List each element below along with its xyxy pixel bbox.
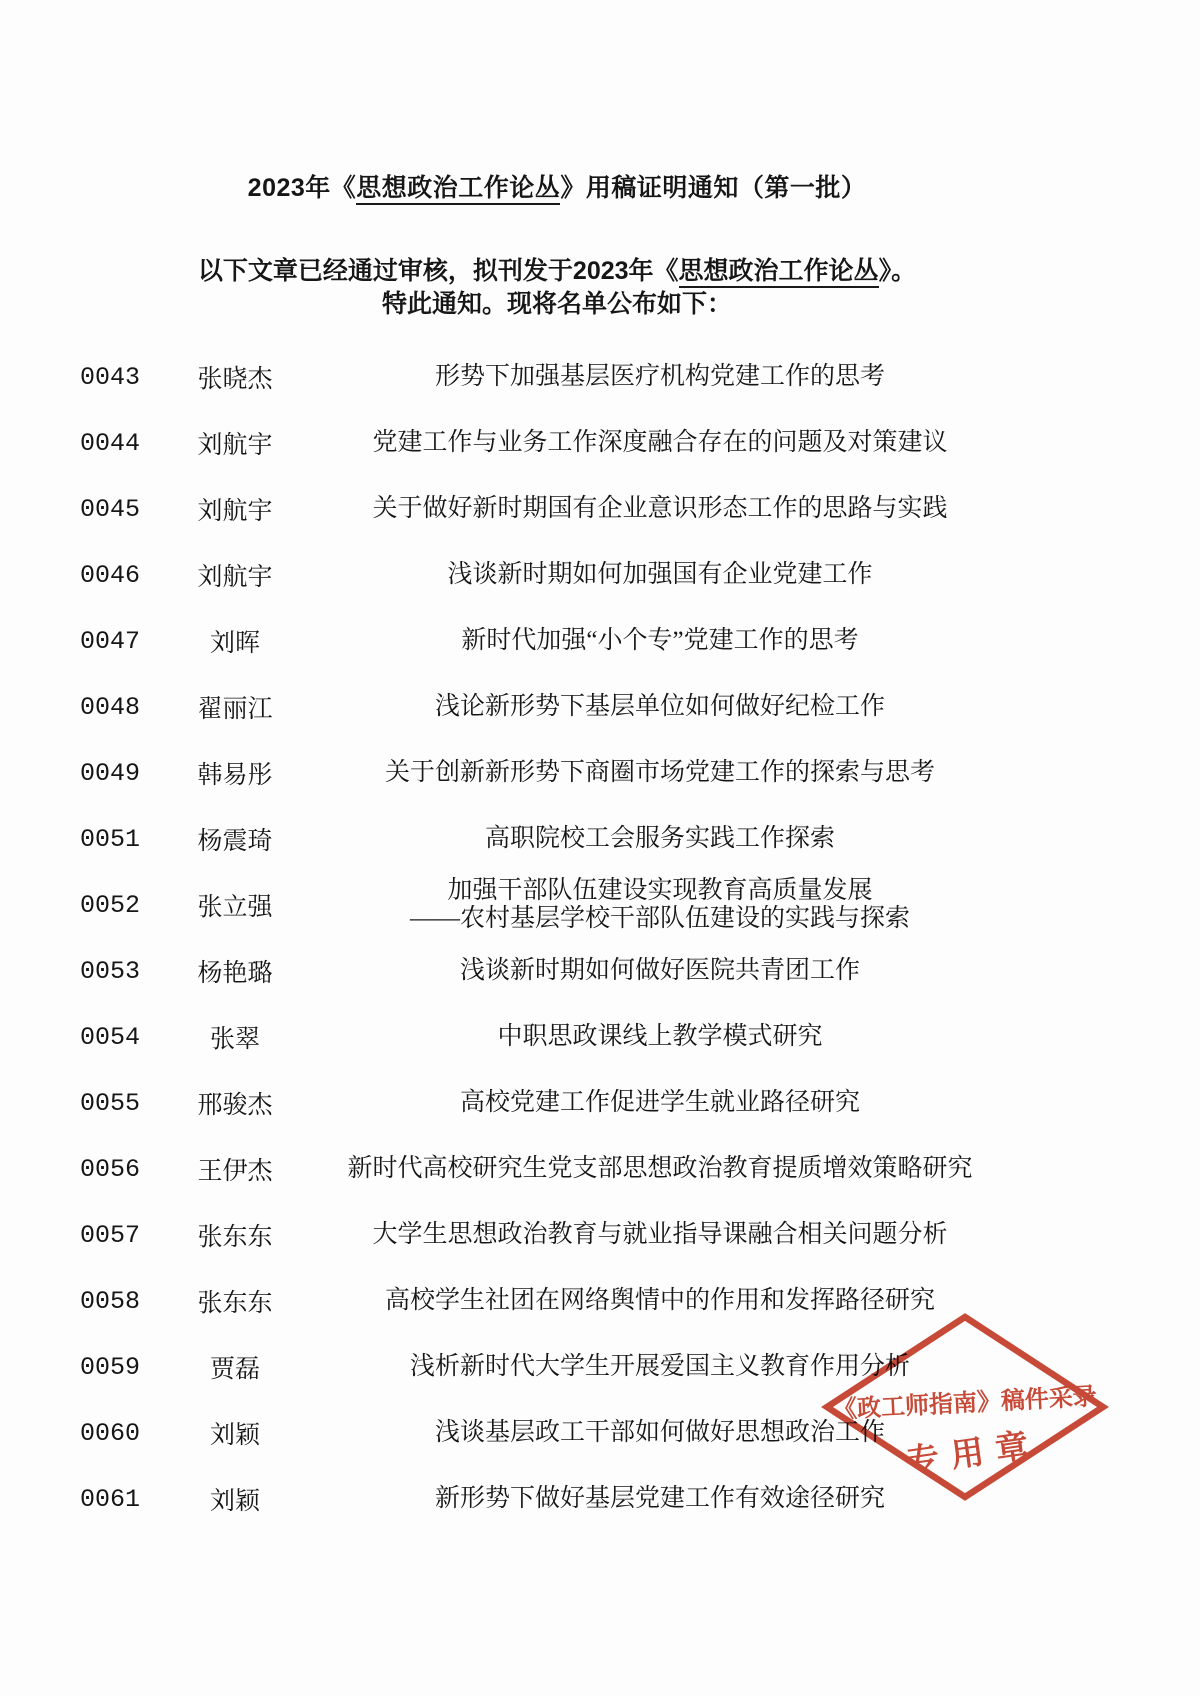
table-row	[0, 344, 1200, 410]
entry-title-line1: 党建工作与业务工作深度融合存在的问题及对策建议	[372, 429, 948, 456]
entry-title	[315, 1023, 1005, 1051]
title-journal-underlined: 思想政治工作论丛	[356, 174, 560, 205]
entry-author: 刘航宇	[197, 432, 273, 459]
entry-title	[315, 627, 1005, 655]
table-row	[0, 674, 1200, 740]
entry-id: 0058	[80, 1286, 141, 1316]
entry-title	[315, 825, 1005, 853]
table-row	[0, 1136, 1200, 1202]
entry-id: 0049	[80, 758, 141, 788]
entry-author: 韩易彤	[197, 762, 273, 789]
entry-id: 0047	[80, 626, 141, 656]
entry-title-line2: ——农村基层学校干部队伍建设的实践与探索	[409, 905, 910, 932]
entry-author: 张立强	[197, 894, 273, 921]
entry-title-line1: 浅谈新时期如何做好医院共青团工作	[459, 957, 860, 984]
entry-author: 王伊杰	[197, 1158, 273, 1185]
entry-title-line1: 加强干部队伍建设实现教育高质量发展	[447, 877, 873, 904]
entry-title	[315, 495, 1005, 523]
entry-author: 杨艳璐	[197, 960, 273, 987]
title-suffix: 》用稿证明通知（第一批）	[560, 174, 867, 202]
entry-title-line1: 高校党建工作促进学生就业路径研究	[459, 1089, 860, 1116]
entry-author: 邢骏杰	[197, 1092, 273, 1119]
table-row	[0, 410, 1200, 476]
entry-id: 0044	[80, 428, 141, 458]
entry-id: 0048	[80, 692, 141, 722]
entry-author: 翟丽江	[197, 696, 273, 723]
table-row	[0, 938, 1200, 1004]
entry-title	[315, 1353, 1005, 1381]
notice-journal-underlined: 思想政治工作论丛	[679, 257, 879, 288]
stamp-text-line2: 专用章	[903, 1424, 1043, 1481]
entry-title	[315, 759, 1005, 787]
entry-title	[315, 429, 1005, 457]
table-row	[0, 542, 1200, 608]
entry-id: 0054	[80, 1022, 141, 1052]
table-row	[0, 872, 1200, 938]
entry-id: 0053	[80, 956, 141, 986]
entries-list	[0, 344, 1200, 1532]
table-row	[0, 1004, 1200, 1070]
entry-title	[315, 1485, 1005, 1513]
notice-paragraph	[0, 255, 1114, 321]
entry-id: 0057	[80, 1220, 141, 1250]
entry-id: 0059	[80, 1352, 141, 1382]
entry-title-line1: 浅谈新时期如何加强国有企业党建工作	[447, 561, 873, 588]
notice-line1-suffix: 》。	[878, 257, 917, 285]
table-row	[0, 1334, 1200, 1400]
entry-title	[315, 693, 1005, 721]
table-row	[0, 1268, 1200, 1334]
entry-title-line1: 关于创新新形势下商圈市场党建工作的探索与思考	[384, 759, 935, 786]
entry-title	[315, 1221, 1005, 1249]
stamp-text-line1: 《政工师指南》稿件采录	[832, 1383, 1098, 1424]
entry-title-line1: 高校学生社团在网络舆情中的作用和发挥路径研究	[384, 1287, 935, 1314]
entry-title	[315, 1089, 1005, 1117]
entry-author: 刘颖	[209, 1488, 260, 1515]
entry-author: 刘晖	[209, 630, 260, 657]
entry-title-line1: 浅谈基层政工干部如何做好思想政治工作	[434, 1419, 885, 1446]
entry-title-line1: 大学生思想政治教育与就业指导课融合相关问题分析	[372, 1221, 948, 1248]
notice-line1-prefix: 以下文章已经通过审核，拟刊发于2023年《	[197, 257, 679, 285]
entry-title-line1: 关于做好新时期国有企业意识形态工作的思路与实践	[372, 495, 948, 522]
entry-id: 0061	[80, 1484, 141, 1514]
entry-title	[315, 561, 1005, 589]
entry-author: 贾磊	[209, 1356, 260, 1383]
table-row	[0, 1400, 1200, 1466]
entry-id: 0045	[80, 494, 141, 524]
entry-author: 刘颖	[209, 1422, 260, 1449]
table-row	[0, 1466, 1200, 1532]
entry-title	[315, 1419, 1005, 1447]
entry-id: 0055	[80, 1088, 141, 1118]
entry-id: 0051	[80, 824, 141, 854]
entry-id: 0060	[80, 1418, 141, 1448]
entry-author: 杨震琦	[197, 828, 273, 855]
entry-title-line1: 浅论新形势下基层单位如何做好纪检工作	[434, 693, 885, 720]
notice-line2: 特此通知。现将名单公布如下：	[381, 290, 732, 318]
entry-title-line1: 新形势下做好基层党建工作有效途径研究	[434, 1485, 885, 1512]
title-prefix: 2023年《	[247, 174, 357, 202]
entry-title-line1: 高职院校工会服务实践工作探索	[484, 825, 835, 852]
table-row	[0, 740, 1200, 806]
table-row	[0, 476, 1200, 542]
table-row	[0, 608, 1200, 674]
entry-author: 刘航宇	[197, 498, 273, 525]
page-title	[0, 170, 1114, 206]
entry-title-line1: 中职思政课线上教学模式研究	[497, 1023, 823, 1050]
entry-author: 张翠	[209, 1026, 260, 1053]
entry-id: 0046	[80, 560, 141, 590]
entry-id: 0052	[80, 890, 141, 920]
entry-title	[315, 1287, 1005, 1315]
table-row	[0, 806, 1200, 872]
entry-title	[315, 1155, 1005, 1183]
entry-author: 张东东	[197, 1224, 273, 1251]
entry-title-line1: 浅析新时代大学生开展爱国主义教育作用分析	[409, 1353, 910, 1380]
entry-title	[315, 957, 1005, 985]
entry-id: 0056	[80, 1154, 141, 1184]
entry-title-line1: 新时代加强“小个专”党建工作的思考	[461, 627, 859, 654]
entry-title-line1: 新时代高校研究生党支部思想政治教育提质增效策略研究	[347, 1155, 973, 1182]
entry-author: 张东东	[197, 1290, 273, 1317]
entry-title-line1: 形势下加强基层医疗机构党建工作的思考	[434, 363, 885, 390]
document-header	[0, 0, 1200, 321]
table-row	[0, 1070, 1200, 1136]
entry-title	[315, 877, 1005, 933]
entry-title	[315, 363, 1005, 391]
entry-author: 张晓杰	[197, 366, 273, 393]
entry-author: 刘航宇	[197, 564, 273, 591]
table-row	[0, 1202, 1200, 1268]
entry-id: 0043	[80, 362, 141, 392]
